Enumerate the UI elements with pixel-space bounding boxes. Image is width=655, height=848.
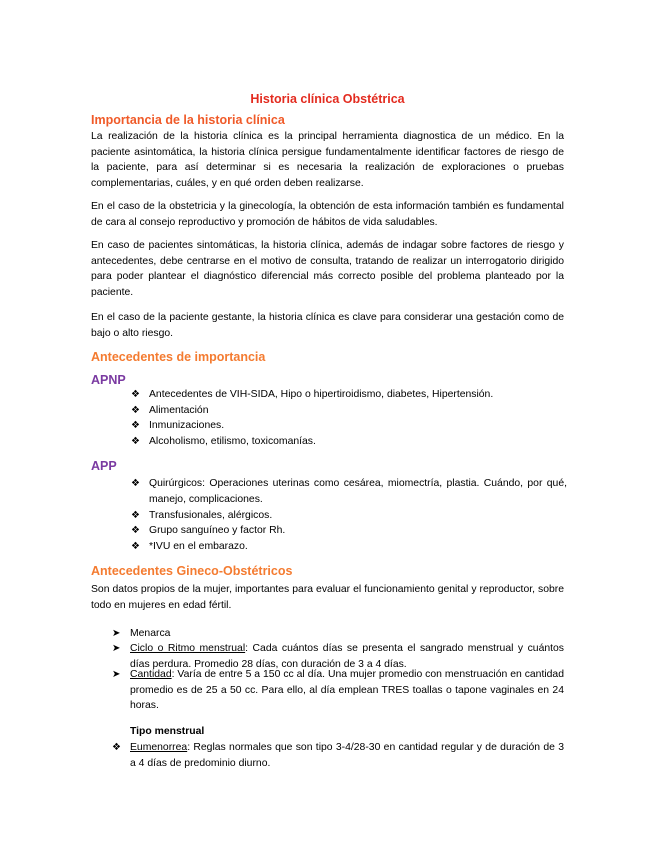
list-item: ❖ Eumenorrea: Reglas normales que son tipo 3-4/28-30 en cantidad regular y de duración de 3 a 4 días de predominio diurno. — [112, 742, 564, 769]
arrow-bullet-icon: ➤ — [112, 643, 121, 654]
list-item: ❖ Alimentación — [149, 403, 569, 419]
diamond-bullet-icon: ❖ — [131, 510, 140, 521]
diamond-bullet-icon: ❖ — [131, 405, 140, 416]
list-item: ➤ Ciclo o Ritmo menstrual: Cada cuántos días se presenta el sangrado menstrual y cuántos días perdura. Promedio 28 días, con duración de 3 a 4 días. — [112, 643, 564, 670]
diamond-bullet-icon: ❖ — [131, 525, 140, 536]
diamond-bullet-icon: ❖ — [131, 436, 140, 447]
section-heading-importancia: Importancia de la historia clínica — [91, 113, 285, 127]
section-heading-gineco: Antecedentes Gineco-Obstétricos — [91, 564, 293, 578]
diamond-bullet-icon: ❖ — [131, 541, 140, 552]
diamond-bullet-icon: ❖ — [131, 389, 140, 400]
paragraph: En el caso de la obstetricia y la ginecología, la obtención de esta información también es fundamental de cara al consejo reproductivo y promoción de hábitos de vida saludables. — [91, 201, 564, 228]
arrow-bullet-icon: ➤ — [112, 669, 121, 680]
list-item: ➤ Menarca — [130, 626, 564, 642]
list-item: ❖ Inmunizaciones. — [149, 418, 569, 434]
subheading-apnp: APNP — [91, 373, 126, 387]
list-item: ❖ Transfusionales, alérgicos. — [149, 508, 567, 524]
list-item: ❖ Alcoholismo, etilismo, toxicomanías. — [149, 434, 569, 450]
diamond-bullet-icon: ❖ — [131, 478, 140, 489]
subheading-app: APP — [91, 459, 117, 473]
diamond-bullet-icon: ❖ — [112, 742, 121, 753]
list-item: ❖ Antecedentes de VIH-SIDA, Hipo o hipertiroidismo, diabetes, Hipertensión. — [149, 387, 569, 403]
list-item: ❖ Quirúrgicos: Operaciones uterinas como cesárea, miomectría, plastia. Cuándo, por qué, manejo, complicaciones. — [131, 478, 567, 505]
subheading-tipo-menstrual: Tipo menstrual — [130, 726, 205, 737]
paragraph: La realización de la historia clínica es la principal herramienta diagnostica de un médico. En la paciente asintomática, la historia clínica persigue fundamentalmente identificar factores de riesgo de la paciente, para así determinar si es necesaria la realización de exploraciones o pruebas complementarias, cuáles, y en qué orden deben realizarse. — [91, 131, 564, 189]
paragraph: En caso de pacientes sintomáticas, la historia clínica, además de indagar sobre factores de riesgo y antecedentes, debe centrarse en el motivo de consulta, tratando de realizar un interrogatorio dirigido para poder plantear el diagnóstico diferencial más correcto posible del problema planteado por la paciente. — [91, 240, 564, 298]
paragraph: En el caso de la paciente gestante, la historia clínica es clave para considerar una gestación como de bajo o alto riesgo. — [91, 312, 564, 339]
list-item: ➤ Cantidad: Varía de entre 5 a 150 cc al día. Una mujer promedio con menstruación en cantidad promedio es de 25 a 50 cc. Para ello, al día emplean TRES toallas o tapone vaginales en 24 horas. — [112, 669, 564, 711]
document-title: Historia clínica Obstétrica — [250, 92, 405, 106]
arrow-bullet-icon: ➤ — [112, 628, 121, 639]
list-item: ❖ Grupo sanguíneo y factor Rh. — [149, 523, 567, 539]
list-item: ❖ *IVU en el embarazo. — [149, 539, 567, 555]
section-heading-antecedentes: Antecedentes de importancia — [91, 350, 266, 364]
paragraph: Son datos propios de la mujer, importantes para evaluar el funcionamiento genital y reproductor, sobre todo en mujeres en edad fértil. — [91, 584, 564, 611]
diamond-bullet-icon: ❖ — [131, 420, 140, 431]
